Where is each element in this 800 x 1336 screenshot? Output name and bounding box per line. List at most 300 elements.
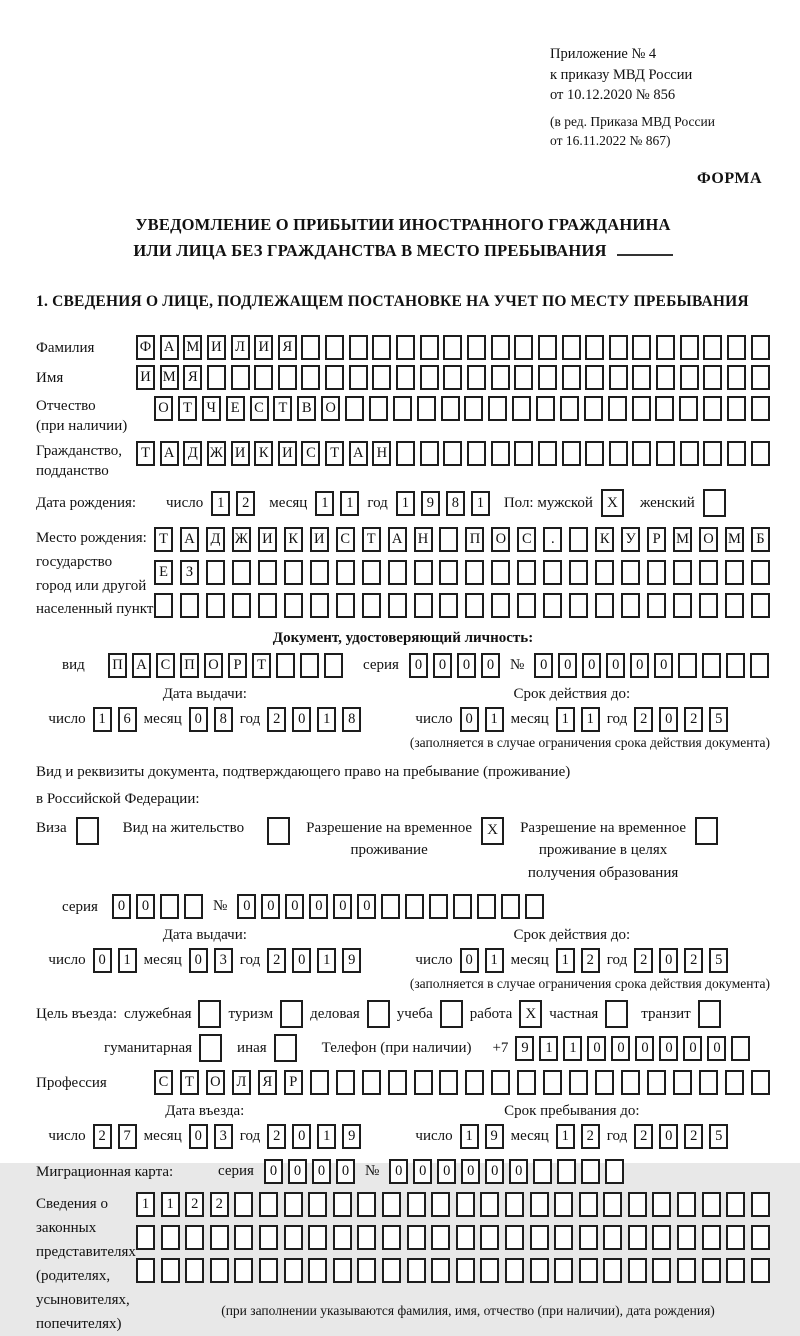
form-cell[interactable] bbox=[628, 1258, 647, 1283]
purpose-business-checkbox[interactable] bbox=[367, 1000, 390, 1028]
form-cell[interactable]: О bbox=[206, 1070, 225, 1095]
form-cell[interactable] bbox=[443, 441, 462, 466]
form-cell[interactable]: 1 bbox=[315, 491, 334, 516]
form-cell[interactable] bbox=[652, 1258, 671, 1283]
form-cell[interactable] bbox=[702, 1258, 721, 1283]
checkbox-cell[interactable]: X bbox=[601, 489, 624, 517]
form-cell[interactable] bbox=[231, 365, 250, 390]
form-cell[interactable] bbox=[441, 396, 460, 421]
form-cell[interactable]: 0 bbox=[409, 653, 428, 678]
form-cell[interactable] bbox=[396, 335, 415, 360]
form-cell[interactable] bbox=[300, 653, 319, 678]
form-cell[interactable] bbox=[560, 396, 579, 421]
form-cell[interactable] bbox=[284, 1225, 303, 1250]
form-cell[interactable]: И bbox=[231, 441, 250, 466]
checkbox-cell[interactable] bbox=[280, 1000, 303, 1028]
form-cell[interactable]: 2 bbox=[581, 948, 600, 973]
form-cell[interactable]: И bbox=[207, 335, 226, 360]
form-cell[interactable]: Л bbox=[231, 335, 250, 360]
form-cell[interactable] bbox=[621, 593, 640, 618]
form-cell[interactable]: Ф bbox=[136, 335, 155, 360]
checkbox-cell[interactable] bbox=[695, 817, 718, 845]
form-cell[interactable] bbox=[501, 894, 520, 919]
form-cell[interactable] bbox=[562, 441, 581, 466]
form-cell[interactable] bbox=[609, 365, 628, 390]
form-cell[interactable] bbox=[569, 1070, 588, 1095]
form-cell[interactable] bbox=[407, 1192, 426, 1217]
form-cell[interactable]: С bbox=[154, 1070, 173, 1095]
form-cell[interactable] bbox=[362, 593, 381, 618]
form-cell[interactable] bbox=[301, 335, 320, 360]
form-cell[interactable]: 2 bbox=[634, 948, 653, 973]
form-cell[interactable] bbox=[382, 1225, 401, 1250]
form-cell[interactable] bbox=[259, 1225, 278, 1250]
form-cell[interactable] bbox=[333, 1225, 352, 1250]
form-cell[interactable] bbox=[603, 1225, 622, 1250]
temp-residence-edu-checkbox[interactable] bbox=[695, 817, 718, 845]
form-cell[interactable]: Р bbox=[647, 527, 666, 552]
form-cell[interactable] bbox=[185, 1258, 204, 1283]
form-cell[interactable]: 2 bbox=[236, 491, 255, 516]
purpose-transit-checkbox[interactable] bbox=[698, 1000, 721, 1028]
form-cell[interactable] bbox=[465, 560, 484, 585]
form-cell[interactable]: 0 bbox=[189, 948, 208, 973]
form-cell[interactable]: Я bbox=[183, 365, 202, 390]
visa-checkbox[interactable] bbox=[76, 817, 99, 845]
birth-month-cells[interactable] bbox=[315, 491, 359, 516]
checkbox-cell[interactable] bbox=[267, 817, 290, 845]
form-cell[interactable] bbox=[439, 527, 458, 552]
form-cell[interactable]: 0 bbox=[136, 894, 155, 919]
form-cell[interactable] bbox=[656, 335, 675, 360]
form-cell[interactable]: 0 bbox=[606, 653, 625, 678]
form-cell[interactable]: 0 bbox=[333, 894, 352, 919]
form-cell[interactable] bbox=[480, 1192, 499, 1217]
form-cell[interactable] bbox=[439, 1070, 458, 1095]
form-cell[interactable]: С bbox=[517, 527, 536, 552]
form-cell[interactable] bbox=[517, 593, 536, 618]
form-cell[interactable] bbox=[310, 560, 329, 585]
form-cell[interactable] bbox=[429, 894, 448, 919]
form-cell[interactable] bbox=[407, 1258, 426, 1283]
form-cell[interactable]: 1 bbox=[556, 707, 575, 732]
form-cell[interactable] bbox=[325, 335, 344, 360]
form-cell[interactable] bbox=[530, 1192, 549, 1217]
form-cell[interactable] bbox=[308, 1192, 327, 1217]
form-cell[interactable] bbox=[647, 560, 666, 585]
form-cell[interactable]: 0 bbox=[189, 707, 208, 732]
form-cell[interactable]: 0 bbox=[509, 1159, 528, 1184]
form-cell[interactable] bbox=[210, 1258, 229, 1283]
form-cell[interactable]: 5 bbox=[709, 1124, 728, 1149]
form-cell[interactable] bbox=[443, 365, 462, 390]
form-cell[interactable]: Я bbox=[278, 335, 297, 360]
form-cell[interactable]: 0 bbox=[189, 1124, 208, 1149]
form-cell[interactable] bbox=[703, 396, 722, 421]
form-cell[interactable] bbox=[396, 365, 415, 390]
permit-issue-day-cells[interactable] bbox=[93, 948, 137, 973]
form-cell[interactable] bbox=[679, 396, 698, 421]
form-cell[interactable] bbox=[647, 1070, 666, 1095]
form-cell[interactable] bbox=[530, 1225, 549, 1250]
form-cell[interactable] bbox=[393, 396, 412, 421]
form-cell[interactable] bbox=[554, 1192, 573, 1217]
form-cell[interactable] bbox=[595, 593, 614, 618]
form-cell[interactable]: 1 bbox=[317, 707, 336, 732]
form-cell[interactable] bbox=[603, 1192, 622, 1217]
form-cell[interactable]: Т bbox=[273, 396, 292, 421]
form-cell[interactable]: А bbox=[388, 527, 407, 552]
form-cell[interactable] bbox=[505, 1225, 524, 1250]
form-cell[interactable] bbox=[278, 365, 297, 390]
form-cell[interactable] bbox=[579, 1225, 598, 1250]
form-cell[interactable]: М bbox=[183, 335, 202, 360]
form-cell[interactable] bbox=[431, 1192, 450, 1217]
stay-month-cells[interactable] bbox=[556, 1124, 600, 1149]
surname-cells[interactable] bbox=[136, 335, 770, 360]
form-cell[interactable] bbox=[608, 396, 627, 421]
doc-type-cells[interactable] bbox=[108, 653, 343, 678]
form-cell[interactable]: 2 bbox=[634, 1124, 653, 1149]
form-cell[interactable]: 0 bbox=[582, 653, 601, 678]
form-cell[interactable]: 2 bbox=[684, 948, 703, 973]
form-cell[interactable] bbox=[751, 396, 770, 421]
purpose-humanitarian-checkbox[interactable] bbox=[199, 1034, 222, 1062]
form-cell[interactable]: 1 bbox=[471, 491, 490, 516]
form-cell[interactable] bbox=[349, 335, 368, 360]
form-cell[interactable] bbox=[538, 365, 557, 390]
form-cell[interactable] bbox=[725, 593, 744, 618]
form-cell[interactable]: Р bbox=[284, 1070, 303, 1095]
form-cell[interactable]: 1 bbox=[161, 1192, 180, 1217]
form-cell[interactable]: 0 bbox=[558, 653, 577, 678]
checkbox-cell[interactable] bbox=[199, 1034, 222, 1062]
form-cell[interactable]: Л bbox=[232, 1070, 251, 1095]
form-cell[interactable] bbox=[632, 335, 651, 360]
doc-issue-day-cells[interactable] bbox=[93, 707, 137, 732]
form-cell[interactable] bbox=[396, 441, 415, 466]
form-cell[interactable] bbox=[210, 1225, 229, 1250]
form-cell[interactable]: У bbox=[621, 527, 640, 552]
form-cell[interactable] bbox=[456, 1192, 475, 1217]
form-cell[interactable] bbox=[259, 1192, 278, 1217]
form-cell[interactable] bbox=[185, 1225, 204, 1250]
form-cell[interactable]: 0 bbox=[481, 653, 500, 678]
form-cell[interactable] bbox=[702, 1225, 721, 1250]
form-cell[interactable]: 0 bbox=[659, 1036, 678, 1061]
form-cell[interactable]: 0 bbox=[460, 707, 479, 732]
form-cell[interactable]: 0 bbox=[288, 1159, 307, 1184]
form-cell[interactable] bbox=[632, 396, 651, 421]
checkbox-cell[interactable]: X bbox=[481, 817, 504, 845]
form-cell[interactable] bbox=[465, 593, 484, 618]
form-cell[interactable]: 8 bbox=[446, 491, 465, 516]
form-cell[interactable] bbox=[136, 1225, 155, 1250]
form-cell[interactable] bbox=[161, 1225, 180, 1250]
form-cell[interactable] bbox=[727, 396, 746, 421]
form-cell[interactable] bbox=[333, 1192, 352, 1217]
form-cell[interactable] bbox=[276, 653, 295, 678]
form-cell[interactable] bbox=[677, 1225, 696, 1250]
form-cell[interactable] bbox=[362, 1070, 381, 1095]
form-cell[interactable] bbox=[388, 593, 407, 618]
form-cell[interactable]: А bbox=[132, 653, 151, 678]
doc-valid-year-cells[interactable] bbox=[634, 707, 728, 732]
form-cell[interactable] bbox=[336, 560, 355, 585]
form-cell[interactable] bbox=[751, 1225, 770, 1250]
form-cell[interactable]: 0 bbox=[485, 1159, 504, 1184]
form-cell[interactable] bbox=[512, 396, 531, 421]
form-cell[interactable]: О bbox=[491, 527, 510, 552]
sex-female-checkbox[interactable] bbox=[703, 489, 726, 517]
form-cell[interactable]: Ж bbox=[207, 441, 226, 466]
form-cell[interactable]: 1 bbox=[211, 491, 230, 516]
form-cell[interactable] bbox=[751, 1192, 770, 1217]
form-cell[interactable] bbox=[505, 1258, 524, 1283]
form-cell[interactable] bbox=[357, 1192, 376, 1217]
form-cell[interactable]: 0 bbox=[437, 1159, 456, 1184]
form-cell[interactable] bbox=[609, 441, 628, 466]
form-cell[interactable]: Т bbox=[325, 441, 344, 466]
form-cell[interactable] bbox=[154, 593, 173, 618]
form-cell[interactable] bbox=[325, 365, 344, 390]
form-cell[interactable] bbox=[569, 560, 588, 585]
form-cell[interactable]: 0 bbox=[93, 948, 112, 973]
form-cell[interactable]: Н bbox=[414, 527, 433, 552]
form-cell[interactable] bbox=[533, 1159, 552, 1184]
form-cell[interactable]: 0 bbox=[261, 894, 280, 919]
form-cell[interactable] bbox=[703, 335, 722, 360]
migration-series-cells[interactable] bbox=[264, 1159, 355, 1184]
form-cell[interactable] bbox=[505, 1192, 524, 1217]
form-cell[interactable]: 1 bbox=[581, 707, 600, 732]
birth-place-cells-row1[interactable] bbox=[154, 527, 770, 552]
stay-year-cells[interactable] bbox=[634, 1124, 728, 1149]
form-cell[interactable]: 8 bbox=[342, 707, 361, 732]
form-cell[interactable] bbox=[585, 335, 604, 360]
form-cell[interactable] bbox=[258, 593, 277, 618]
form-cell[interactable] bbox=[647, 593, 666, 618]
form-cell[interactable] bbox=[595, 1070, 614, 1095]
form-cell[interactable]: В bbox=[297, 396, 316, 421]
form-cell[interactable]: 0 bbox=[237, 894, 256, 919]
residence-permit-checkbox[interactable] bbox=[267, 817, 290, 845]
form-cell[interactable]: П bbox=[465, 527, 484, 552]
form-cell[interactable]: О bbox=[699, 527, 718, 552]
doc-issue-month-cells[interactable] bbox=[189, 707, 233, 732]
form-cell[interactable]: А bbox=[180, 527, 199, 552]
form-cell[interactable] bbox=[491, 365, 510, 390]
form-cell[interactable]: 0 bbox=[659, 1124, 678, 1149]
form-cell[interactable] bbox=[206, 560, 225, 585]
form-cell[interactable] bbox=[536, 396, 555, 421]
form-cell[interactable]: 0 bbox=[357, 894, 376, 919]
form-cell[interactable]: О bbox=[204, 653, 223, 678]
form-cell[interactable] bbox=[431, 1225, 450, 1250]
form-cell[interactable] bbox=[605, 1159, 624, 1184]
form-cell[interactable] bbox=[673, 1070, 692, 1095]
form-cell[interactable] bbox=[554, 1225, 573, 1250]
form-cell[interactable] bbox=[538, 335, 557, 360]
form-cell[interactable] bbox=[751, 593, 770, 618]
form-cell[interactable]: С bbox=[250, 396, 269, 421]
form-cell[interactable] bbox=[184, 894, 203, 919]
form-cell[interactable] bbox=[585, 365, 604, 390]
form-cell[interactable]: А bbox=[349, 441, 368, 466]
form-cell[interactable]: 0 bbox=[707, 1036, 726, 1061]
form-cell[interactable] bbox=[310, 1070, 329, 1095]
form-cell[interactable]: Т bbox=[178, 396, 197, 421]
form-cell[interactable] bbox=[333, 1258, 352, 1283]
entry-year-cells[interactable] bbox=[267, 1124, 361, 1149]
form-cell[interactable]: 0 bbox=[413, 1159, 432, 1184]
purpose-official-checkbox[interactable] bbox=[198, 1000, 221, 1028]
form-cell[interactable]: 1 bbox=[556, 948, 575, 973]
phone-cells[interactable] bbox=[515, 1036, 750, 1061]
form-cell[interactable] bbox=[206, 593, 225, 618]
entry-month-cells[interactable] bbox=[189, 1124, 233, 1149]
form-cell[interactable] bbox=[751, 335, 770, 360]
checkbox-cell[interactable]: X bbox=[519, 1000, 542, 1028]
form-cell[interactable] bbox=[465, 1070, 484, 1095]
form-cell[interactable]: 3 bbox=[214, 1124, 233, 1149]
form-cell[interactable] bbox=[491, 593, 510, 618]
form-cell[interactable] bbox=[725, 560, 744, 585]
form-cell[interactable] bbox=[628, 1192, 647, 1217]
checkbox-cell[interactable] bbox=[698, 1000, 721, 1028]
form-cell[interactable] bbox=[656, 365, 675, 390]
form-cell[interactable] bbox=[456, 1258, 475, 1283]
form-cell[interactable]: С bbox=[156, 653, 175, 678]
form-cell[interactable]: 1 bbox=[539, 1036, 558, 1061]
form-cell[interactable] bbox=[301, 365, 320, 390]
form-cell[interactable]: З bbox=[180, 560, 199, 585]
form-cell[interactable] bbox=[726, 1258, 745, 1283]
form-cell[interactable] bbox=[557, 1159, 576, 1184]
doc-series-cells[interactable] bbox=[409, 653, 500, 678]
form-cell[interactable] bbox=[656, 441, 675, 466]
form-cell[interactable]: 1 bbox=[317, 1124, 336, 1149]
form-cell[interactable] bbox=[517, 560, 536, 585]
form-cell[interactable] bbox=[160, 894, 179, 919]
form-cell[interactable] bbox=[569, 527, 588, 552]
form-cell[interactable] bbox=[284, 560, 303, 585]
form-cell[interactable]: И bbox=[136, 365, 155, 390]
form-cell[interactable] bbox=[284, 1258, 303, 1283]
birth-day-cells[interactable] bbox=[211, 491, 255, 516]
form-cell[interactable] bbox=[357, 1258, 376, 1283]
form-cell[interactable]: 9 bbox=[485, 1124, 504, 1149]
entry-day-cells[interactable] bbox=[93, 1124, 137, 1149]
form-cell[interactable]: 1 bbox=[118, 948, 137, 973]
form-cell[interactable] bbox=[284, 593, 303, 618]
form-cell[interactable] bbox=[699, 1070, 718, 1095]
form-cell[interactable] bbox=[310, 593, 329, 618]
form-cell[interactable] bbox=[673, 560, 692, 585]
form-cell[interactable] bbox=[703, 365, 722, 390]
form-cell[interactable] bbox=[480, 1258, 499, 1283]
form-cell[interactable] bbox=[652, 1192, 671, 1217]
form-cell[interactable] bbox=[584, 396, 603, 421]
birth-place-cells-row2[interactable] bbox=[154, 560, 770, 585]
form-cell[interactable]: Ж bbox=[232, 527, 251, 552]
form-cell[interactable] bbox=[405, 894, 424, 919]
form-cell[interactable]: 0 bbox=[534, 653, 553, 678]
form-cell[interactable]: 0 bbox=[264, 1159, 283, 1184]
form-cell[interactable] bbox=[381, 894, 400, 919]
form-cell[interactable]: 0 bbox=[460, 948, 479, 973]
form-cell[interactable] bbox=[727, 441, 746, 466]
form-cell[interactable] bbox=[609, 335, 628, 360]
form-cell[interactable]: 0 bbox=[635, 1036, 654, 1061]
form-cell[interactable]: 1 bbox=[136, 1192, 155, 1217]
birth-place-cells-row3[interactable] bbox=[154, 593, 770, 618]
checkbox-cell[interactable] bbox=[367, 1000, 390, 1028]
form-cell[interactable]: 5 bbox=[709, 707, 728, 732]
form-cell[interactable]: Т bbox=[154, 527, 173, 552]
form-cell[interactable] bbox=[703, 441, 722, 466]
form-cell[interactable]: Т bbox=[136, 441, 155, 466]
form-cell[interactable] bbox=[464, 396, 483, 421]
form-cell[interactable] bbox=[652, 1225, 671, 1250]
citizenship-cells[interactable] bbox=[136, 441, 770, 466]
form-cell[interactable]: 6 bbox=[118, 707, 137, 732]
form-cell[interactable]: 9 bbox=[421, 491, 440, 516]
form-cell[interactable] bbox=[417, 396, 436, 421]
form-cell[interactable]: 1 bbox=[485, 948, 504, 973]
form-cell[interactable] bbox=[258, 560, 277, 585]
form-cell[interactable] bbox=[727, 365, 746, 390]
form-cell[interactable] bbox=[677, 1258, 696, 1283]
checkbox-cell[interactable] bbox=[198, 1000, 221, 1028]
form-cell[interactable]: 1 bbox=[460, 1124, 479, 1149]
form-cell[interactable] bbox=[702, 1192, 721, 1217]
representatives-cells-row3[interactable] bbox=[136, 1258, 770, 1283]
form-cell[interactable] bbox=[382, 1258, 401, 1283]
form-cell[interactable] bbox=[349, 365, 368, 390]
form-cell[interactable] bbox=[525, 894, 544, 919]
form-cell[interactable] bbox=[543, 593, 562, 618]
form-cell[interactable] bbox=[514, 335, 533, 360]
form-cell[interactable] bbox=[628, 1225, 647, 1250]
form-cell[interactable]: 9 bbox=[342, 1124, 361, 1149]
form-cell[interactable] bbox=[702, 653, 721, 678]
form-cell[interactable] bbox=[751, 1070, 770, 1095]
form-cell[interactable]: О bbox=[321, 396, 340, 421]
form-cell[interactable] bbox=[420, 441, 439, 466]
form-cell[interactable]: 9 bbox=[342, 948, 361, 973]
form-cell[interactable] bbox=[372, 335, 391, 360]
purpose-work-checkbox[interactable] bbox=[519, 1000, 542, 1028]
form-cell[interactable]: Д bbox=[183, 441, 202, 466]
form-cell[interactable] bbox=[538, 441, 557, 466]
form-cell[interactable] bbox=[725, 1070, 744, 1095]
form-cell[interactable]: 0 bbox=[309, 894, 328, 919]
form-cell[interactable] bbox=[259, 1258, 278, 1283]
form-cell[interactable] bbox=[488, 396, 507, 421]
form-cell[interactable]: К bbox=[284, 527, 303, 552]
form-cell[interactable] bbox=[554, 1258, 573, 1283]
permit-valid-month-cells[interactable] bbox=[556, 948, 600, 973]
form-cell[interactable]: 1 bbox=[396, 491, 415, 516]
form-cell[interactable]: 2 bbox=[267, 1124, 286, 1149]
form-cell[interactable]: 2 bbox=[581, 1124, 600, 1149]
form-cell[interactable]: Д bbox=[206, 527, 225, 552]
form-cell[interactable] bbox=[232, 593, 251, 618]
form-cell[interactable] bbox=[207, 365, 226, 390]
form-cell[interactable] bbox=[336, 593, 355, 618]
form-cell[interactable] bbox=[595, 560, 614, 585]
